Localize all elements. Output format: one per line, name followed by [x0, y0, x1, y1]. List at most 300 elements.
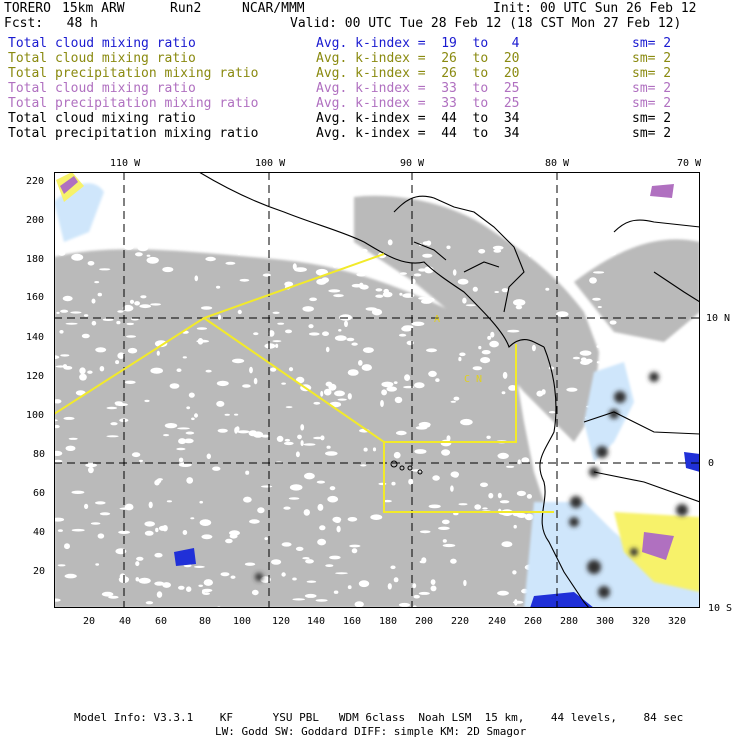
cloud-gap: [567, 478, 578, 485]
cloud-gap: [245, 563, 255, 566]
cloud-gap: [197, 327, 207, 330]
legend-field: Total precipitation mixing ratio: [8, 126, 259, 141]
cloud-gap: [88, 261, 95, 266]
cloud-gap: [145, 531, 154, 536]
cloud-gap: [390, 566, 395, 570]
cloud-gap: [60, 354, 69, 356]
cloud-gap: [414, 449, 426, 454]
cloud-gap: [304, 443, 316, 446]
cloud-gap: [338, 399, 347, 401]
cloud-gap: [271, 559, 281, 565]
cloud-gap: [419, 592, 430, 595]
cloud-gap: [361, 249, 367, 253]
legend-field: Total precipitation mixing ratio: [8, 96, 259, 111]
cloud-gap: [56, 312, 59, 314]
cloud-gap: [205, 257, 216, 261]
cloud-gap: [183, 530, 188, 535]
cloud-gap: [453, 269, 457, 275]
cloud-gap: [117, 310, 123, 312]
y-tick: 100: [26, 410, 45, 421]
cloud-gap: [597, 361, 600, 363]
cloud-gap: [106, 435, 118, 437]
cloud-gap: [212, 467, 220, 471]
cloud-gap: [284, 243, 293, 249]
cloud-gap: [325, 451, 338, 456]
x-tick: 220: [451, 616, 470, 627]
lon-label: 70 W: [677, 158, 702, 169]
cloud-gap: [380, 400, 384, 407]
cloud-gap: [100, 366, 105, 371]
cloud-gap: [221, 572, 230, 576]
cloud-gap: [493, 246, 504, 250]
cloud-gap: [399, 603, 410, 607]
cloud-gap: [92, 299, 96, 304]
x-tick: 320: [668, 616, 687, 627]
cloud-gap: [601, 512, 613, 517]
physics-info: LW: Godd SW: Goddard DIFF: simple KM: 2D Smagor: [215, 725, 527, 738]
cloud-gap: [154, 553, 162, 558]
cloud-gap: [325, 564, 333, 567]
cloud-gap: [308, 324, 313, 328]
cloud-gap: [422, 254, 432, 258]
cloud-gap: [285, 439, 290, 442]
cloud-gap: [546, 258, 556, 261]
cloud-gap: [91, 522, 101, 525]
cloud-gap: [334, 391, 345, 397]
cloud-gap: [79, 374, 87, 381]
cloud-gap: [605, 251, 616, 256]
cloud-gap: [421, 299, 432, 304]
cloud-gap: [593, 271, 604, 273]
x-tick: 240: [488, 616, 507, 627]
cloud-gap: [84, 504, 88, 509]
cloud-gap: [72, 529, 85, 532]
cloud-gap: [126, 323, 134, 325]
cloud-gap: [115, 548, 126, 554]
cloud-gap: [316, 599, 328, 602]
cloud-gap: [264, 537, 268, 540]
cloud-gap: [115, 360, 119, 364]
cloud-gap: [146, 601, 153, 604]
forecast-map: [54, 172, 700, 608]
cloud-gap: [451, 471, 460, 477]
cloud-gap: [95, 347, 106, 352]
cloud-gap: [198, 585, 203, 587]
cloud-gap: [309, 298, 317, 302]
cloud-gap: [252, 590, 259, 595]
cloud-gap: [348, 517, 358, 522]
cloud-gap: [237, 249, 241, 255]
cloud-gap: [155, 528, 158, 532]
cloud-gap: [348, 393, 352, 399]
forecast-hour: Fcst: 48 h: [4, 16, 98, 31]
cloud-gap: [498, 493, 502, 499]
cloud-gap: [302, 306, 314, 312]
cloud-gap: [144, 521, 155, 526]
cloud-gap: [150, 303, 161, 305]
cloud-gap: [234, 414, 238, 416]
y-tick: 160: [26, 292, 45, 303]
cloud-gap: [63, 417, 74, 420]
cloud-gap: [408, 479, 413, 485]
cloud-gap: [381, 389, 387, 395]
cloud-gap: [423, 241, 431, 245]
cloud-gap: [421, 425, 430, 428]
cloud-gap: [598, 476, 606, 480]
legend-sm: sm= 2: [632, 51, 672, 66]
cloud-gap: [394, 381, 398, 384]
cloud-gap: [362, 364, 372, 371]
cloud-gap: [355, 601, 364, 607]
cloud-gap: [556, 311, 568, 317]
cloud-gap: [200, 519, 212, 526]
cloud-gap: [363, 347, 374, 353]
cloud-gap: [432, 475, 440, 480]
cloud-gap: [231, 576, 236, 579]
cloud-gap: [189, 393, 195, 398]
cloud-gap: [144, 400, 149, 402]
cloud-gap: [370, 514, 382, 520]
cloud-gap: [157, 591, 162, 598]
cloud-gap: [532, 345, 536, 351]
cloud-gap: [327, 446, 331, 449]
cloud-gap: [249, 519, 260, 523]
cloud-gap: [80, 242, 84, 245]
cloud-gap: [186, 432, 195, 435]
cloud-gap: [304, 509, 310, 516]
cloud-gap: [431, 579, 436, 585]
cloud-gap: [348, 369, 359, 376]
cloud-gap: [218, 315, 221, 320]
cloud-gap: [194, 413, 198, 417]
cloud-gap: [237, 430, 249, 433]
cloud-gap: [263, 274, 271, 277]
legend-kindex: Avg. k-index = 33 to 25: [316, 96, 520, 111]
legend-sm: sm= 2: [632, 96, 672, 111]
legend-field: Total cloud mixing ratio: [8, 51, 196, 66]
cloud-gap: [95, 501, 106, 504]
cloud-gap: [264, 343, 275, 348]
legend-kindex: Avg. k-index = 26 to 20: [316, 51, 520, 66]
y-tick: 80: [33, 449, 46, 460]
cloud-gap: [517, 513, 527, 518]
cloud-gap: [349, 545, 360, 548]
y-tick: 60: [33, 488, 46, 499]
cloud-gap: [243, 497, 252, 503]
cloud-gap: [348, 585, 352, 589]
cloud-gap: [330, 486, 336, 490]
cloud-gap: [473, 366, 482, 370]
cloud-gap: [130, 300, 134, 304]
cloud-gap: [474, 504, 481, 509]
map-label: A: [434, 314, 441, 325]
cloud-gap: [71, 254, 83, 261]
cloud-gap: [88, 467, 94, 473]
cloud-gap: [282, 542, 292, 546]
lon-label: 80 W: [545, 158, 570, 169]
cloud-gap: [494, 291, 499, 293]
cloud-gap: [352, 548, 358, 553]
cloud-gap: [517, 491, 526, 496]
cloud-gap: [598, 306, 602, 308]
cloud-gap: [610, 320, 617, 324]
resolution-label: 15km ARW: [62, 1, 125, 16]
cloud-gap: [414, 382, 425, 388]
cloud-gap: [195, 275, 199, 281]
cloud-gap: [225, 262, 235, 265]
cloud-gap: [480, 357, 490, 363]
model-title: TORERO: [4, 1, 51, 16]
cloud-gap: [487, 336, 491, 340]
cloud-gap: [381, 382, 393, 388]
cloud-gap: [100, 512, 110, 515]
cloud-gap: [163, 434, 169, 436]
cloud-gap: [514, 599, 517, 606]
cloud-gap: [316, 279, 326, 285]
legend-kindex: Avg. k-index = 44 to 34: [316, 126, 520, 141]
cloud-gap: [396, 431, 407, 435]
cloud-gap: [60, 310, 68, 313]
cloud-gap: [124, 244, 134, 250]
cloud-gap: [334, 591, 339, 594]
cloud-gap: [87, 371, 92, 374]
cloud-gap: [305, 594, 317, 598]
cloud-gap: [320, 435, 324, 440]
legend-sm: sm= 2: [632, 81, 672, 96]
cloud-gap: [58, 250, 65, 256]
cloud-gap: [542, 389, 546, 395]
cloud-gap: [443, 539, 447, 543]
legend-sm: sm= 2: [632, 126, 672, 141]
cloud-gap: [297, 435, 302, 440]
cloud-gap: [319, 525, 325, 530]
cloud-gap: [103, 318, 114, 321]
cloud-gap: [277, 323, 284, 325]
cloud-gap: [503, 372, 508, 379]
cloud-gap: [512, 570, 516, 574]
cloud-gap: [493, 249, 501, 252]
cloud-gap: [322, 242, 327, 248]
lon-label: 100 W: [255, 158, 286, 169]
cloud-gap: [391, 482, 395, 486]
cloud-gap: [458, 357, 461, 361]
cloud-gap: [462, 298, 466, 304]
legend-kindex: Avg. k-index = 44 to 34: [316, 111, 520, 126]
cloud-gap: [107, 407, 118, 409]
x-tick: 100: [233, 616, 252, 627]
cloud-gap: [176, 448, 185, 451]
cloud-gap: [178, 586, 185, 590]
cloud-gap: [309, 332, 320, 335]
cloud-gap: [338, 329, 341, 332]
cloud-gap: [333, 294, 344, 297]
cloud-gap: [95, 563, 99, 565]
cloud-gap: [603, 499, 613, 503]
cloud-gap: [399, 334, 406, 337]
cloud-gap: [136, 577, 140, 581]
cloud-gap: [69, 438, 78, 440]
x-tick: 200: [415, 616, 434, 627]
cloud-gap: [272, 340, 281, 342]
x-tick: 300: [596, 616, 615, 627]
cloud-gap: [344, 321, 348, 327]
y-tick: 20: [33, 566, 46, 577]
cloud-gap: [497, 591, 509, 596]
cloud-gap: [446, 246, 450, 250]
x-tick: 260: [524, 616, 543, 627]
cloud-gap: [443, 544, 456, 547]
cloud-gap: [94, 281, 99, 283]
cloud-gap: [296, 547, 304, 551]
cloud-gap: [296, 451, 300, 457]
cloud-gap: [458, 279, 469, 285]
cloud-gap: [335, 335, 347, 341]
cloud-gap: [458, 503, 467, 505]
cloud-gap: [139, 460, 143, 462]
legend-kindex: Avg. k-index = 26 to 20: [316, 66, 520, 81]
cloud-gap: [404, 374, 410, 381]
cloud-gap: [600, 362, 612, 366]
cloud-gap: [574, 241, 581, 245]
x-tick: 120: [272, 616, 291, 627]
cloud-gap: [375, 295, 383, 298]
cloud-gap: [63, 296, 73, 301]
cloud-gap: [302, 557, 309, 559]
cloud-gap: [317, 481, 325, 484]
cloud-gap: [426, 348, 437, 352]
cloud-gap: [441, 449, 450, 455]
cloud-gap: [293, 263, 297, 270]
cloud-gap: [460, 419, 473, 425]
cloud-gap: [157, 351, 160, 356]
lon-label: 110 W: [110, 158, 141, 169]
cloud-gap: [289, 367, 293, 371]
cloud-gap: [125, 504, 134, 511]
cloud-gap: [305, 559, 314, 563]
x-tick: 180: [379, 616, 398, 627]
legend-kindex: Avg. k-index = 19 to 4: [316, 36, 520, 51]
cloud-gap: [153, 240, 156, 246]
cloud-gap: [98, 293, 102, 297]
cloud-gap: [394, 452, 401, 459]
lat-label: 10 S: [708, 603, 733, 614]
cloud-gap: [229, 530, 240, 535]
valid-time: Valid: 00 UTC Tue 28 Feb 12 (18 CST Mon 27 Feb 12): [290, 16, 682, 31]
x-tick: 80: [199, 616, 212, 627]
cloud-gap: [190, 517, 194, 519]
cloud-gap: [428, 371, 437, 377]
cloud-gap: [564, 466, 575, 472]
x-tick: 140: [307, 616, 326, 627]
cloud-gap: [565, 251, 571, 254]
cloud-gap: [378, 483, 386, 485]
init-time: Init: 00 UTC Sun 26 Feb 12: [493, 1, 697, 16]
cloud-gap: [317, 539, 326, 546]
cloud-gap: [98, 533, 105, 538]
cloud-gap: [521, 457, 529, 463]
cloud-gap: [573, 357, 580, 360]
cloud-gap: [290, 484, 303, 490]
cloud-gap: [473, 287, 478, 292]
cloud-gap: [301, 440, 304, 446]
cloud-gap: [438, 527, 450, 530]
cloud-gap: [66, 323, 78, 325]
model-info: Model Info: V3.3.1 KF YSU PBL WDM 6class Noah LSM 15 km, 44 levels, 84 sec: [74, 711, 684, 724]
cloud-gap: [326, 347, 330, 352]
cloud-gap: [108, 596, 118, 599]
cloud-gap: [500, 500, 510, 503]
cloud-gap: [516, 305, 522, 309]
cloud-gap: [588, 496, 593, 500]
cloud-gap: [242, 384, 251, 388]
cloud-gap: [84, 314, 88, 317]
cloud-gap: [376, 288, 383, 291]
cloud-gap: [249, 367, 253, 374]
cloud-gap: [328, 289, 340, 292]
cloud-gap: [59, 330, 63, 334]
cloud-gap: [292, 578, 297, 581]
cloud-gap: [442, 520, 450, 525]
cloud-gap: [63, 364, 67, 369]
cloud-gap: [82, 334, 90, 339]
cloud-gap: [545, 462, 549, 468]
cloud-gap: [253, 332, 258, 335]
x-tick: 160: [343, 616, 362, 627]
cloud-gap: [486, 436, 490, 439]
cloud-gap: [399, 293, 402, 296]
cloud-gap: [159, 526, 167, 531]
cloud-gap: [283, 507, 290, 510]
cloud-gap: [429, 505, 441, 509]
cloud-gap: [580, 350, 592, 355]
y-tick: 140: [26, 332, 45, 343]
cloud-gap: [58, 564, 66, 566]
cloud-gap: [498, 453, 509, 459]
cloud-gap: [186, 406, 190, 409]
cloud-gap: [534, 449, 540, 452]
cloud-gap: [120, 573, 126, 579]
cloud-gap: [356, 249, 361, 254]
cloud-gap: [70, 311, 81, 313]
cloud-gap: [360, 464, 366, 466]
legend-field: Total cloud mixing ratio: [8, 36, 196, 51]
cloud-gap: [183, 356, 187, 358]
x-tick: 40: [119, 616, 132, 627]
cloud-gap: [286, 406, 293, 408]
cloud-gap: [527, 494, 532, 499]
cloud-gap: [490, 332, 494, 338]
cloud-gap: [506, 466, 514, 468]
cloud-gap: [322, 331, 329, 336]
cloud-gap: [253, 431, 263, 437]
cloud-gap: [329, 556, 341, 560]
cloud-gap: [115, 401, 123, 405]
cloud-gap: [328, 384, 336, 391]
cloud-gap: [196, 340, 209, 343]
cloud-gap: [557, 497, 568, 500]
legend-field: Total cloud mixing ratio: [8, 111, 196, 126]
cloud-gap: [347, 338, 355, 341]
y-tick: 180: [26, 254, 45, 265]
cloud-gap: [207, 454, 211, 460]
cloud-gap: [333, 264, 337, 268]
cloud-gap: [216, 286, 220, 289]
cloud-gap: [71, 491, 84, 494]
cloud-gap: [569, 259, 578, 262]
cloud-gap: [304, 473, 315, 480]
cloud-gap: [482, 507, 488, 509]
cloud-gap: [605, 243, 611, 249]
